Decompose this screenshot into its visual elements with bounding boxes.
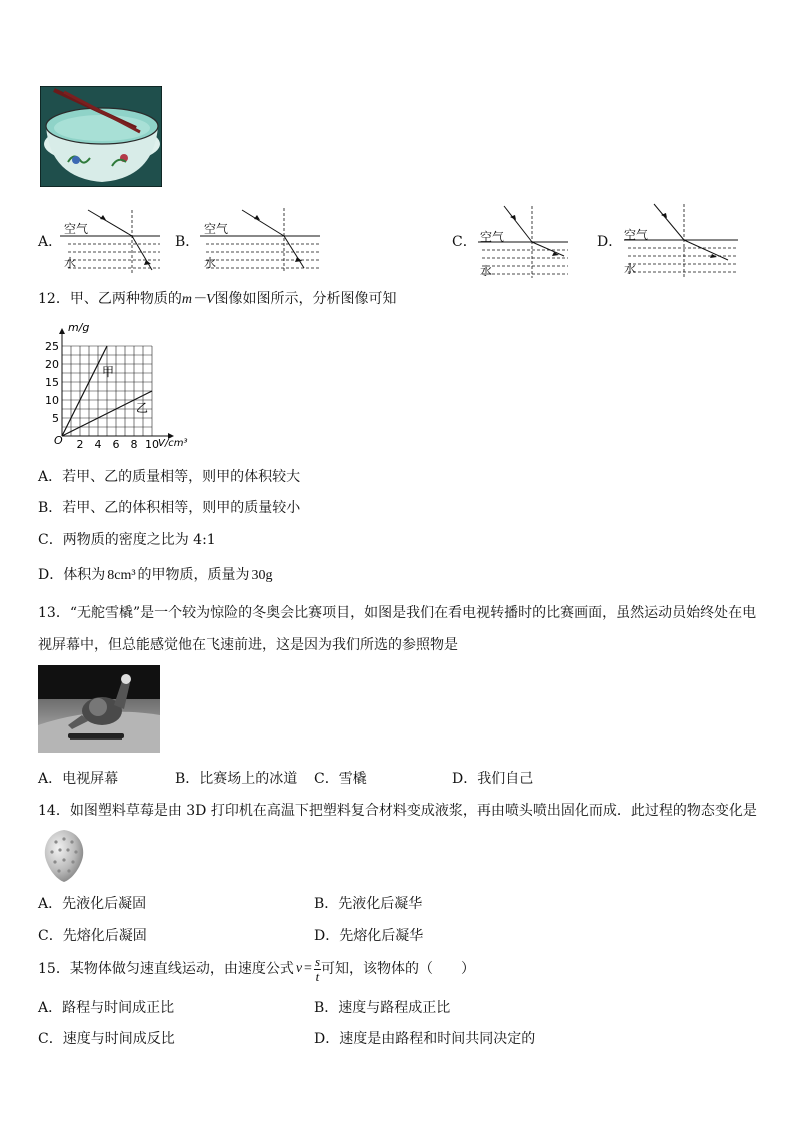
q11-option-d-letter[interactable]: D．	[597, 234, 623, 250]
y-axis-arrow	[59, 328, 65, 334]
y-tick-label: 10	[45, 394, 59, 407]
formula-numerator: s	[314, 953, 321, 969]
q11-option-d-air-label: 空气	[624, 228, 649, 242]
q12-option-d[interactable]	[38, 566, 273, 585]
q15-option-d[interactable]: D．速度是由路程和时间共同决定的	[314, 1031, 536, 1047]
y-tick-label: 15	[45, 376, 59, 389]
q15-stem	[38, 952, 475, 986]
x-tick-label: 2	[76, 438, 84, 451]
q15-option-b[interactable]: B．速度与路程成正比	[314, 1000, 451, 1016]
q13-option-b[interactable]: B．比赛场上的冰道	[175, 771, 298, 787]
series-jia-label: 甲	[102, 365, 115, 379]
skeleton-sled-photo	[38, 665, 160, 753]
chart-grid	[62, 346, 152, 436]
x-tick-label: 6	[112, 438, 120, 451]
q12-stem-suffix: 图像如图所示，分析图像可知	[214, 291, 397, 307]
plastic-strawberry-photo	[40, 826, 88, 884]
q12-stem	[38, 290, 397, 309]
speed-formula-fraction	[314, 955, 321, 984]
q13-stem-line1: 13．“无舵雪橇”是一个较为惊险的冬奥会比赛项目，如图是我们在看电视转播时的比赛画面，虽然运动员始终处在电	[38, 605, 757, 621]
q11-option-b-air-label: 空气	[204, 222, 229, 236]
q15-option-c[interactable]: C．速度与时间成反比	[38, 1031, 175, 1047]
q14-option-c[interactable]: C．先熔化后凝固	[38, 928, 147, 944]
y-tick-label: 5	[52, 412, 59, 425]
q12-option-d-prefix: D．体积为	[38, 567, 106, 583]
q13-option-c[interactable]: C．雪橇	[314, 771, 367, 787]
y-tick-label: 25	[45, 340, 59, 353]
chart-x-axis-label: V/cm³	[158, 438, 188, 449]
q11-option-c-letter[interactable]: C．	[452, 234, 477, 250]
q12-option-d-volume: 8cm³	[107, 568, 136, 583]
q11-option-a-air-label: 空气	[64, 222, 89, 236]
q11-option-a-letter[interactable]: A．	[38, 234, 63, 250]
q11-option-b-water-label: 水	[204, 256, 217, 270]
q12-m-v-chart	[40, 318, 200, 460]
q14-stem: 14．如图塑料草莓是由 3D 打印机在高温下把塑料复合材料变成液浆，再由喷头喷出固化而成．此过程的物态变化是	[38, 803, 757, 819]
chart-origin-label: O	[54, 434, 63, 447]
x-tick-label: 8	[130, 438, 138, 451]
q12-stem-prefix: 12．甲、乙两种物质的	[38, 291, 182, 307]
x-tick-label: 10	[145, 438, 159, 451]
q11-option-c-air-label: 空气	[480, 230, 505, 244]
q12-option-b[interactable]: B．若甲、乙的体积相等，则甲的质量较小	[38, 500, 301, 516]
q11-option-d-water-label: 水	[624, 262, 637, 276]
series-yi-label: 乙	[136, 401, 149, 415]
q14-option-a[interactable]: A．先液化后凝固	[38, 896, 147, 912]
q12-option-d-suffix: 的甲物质，质量为	[137, 567, 250, 583]
formula-denominator: t	[315, 968, 320, 984]
m-v-chart-svg	[40, 318, 200, 460]
q15-option-a[interactable]: A．路程与时间成正比	[38, 1000, 175, 1016]
q12-option-a[interactable]: A．若甲、乙的质量相等，则甲的体积较大	[38, 469, 301, 485]
q12-option-c[interactable]: C．两物质的密度之比为 4:1	[38, 532, 216, 548]
q11-option-c-water-label: 水	[480, 264, 493, 278]
q12-stem-var: m－V	[181, 292, 215, 307]
y-tick-label: 20	[45, 358, 59, 371]
bowl-chopsticks-photo	[40, 86, 162, 187]
q11-option-a-water-label: 水	[64, 256, 77, 270]
q13-stem-line2: 视屏幕中，但总能感觉他在飞速前进，这是因为我们所选的参照物是	[38, 637, 458, 653]
x-tick-label: 4	[94, 438, 102, 451]
q12-option-d-mass: 30g	[251, 568, 273, 583]
formula-lhs: v	[295, 961, 303, 976]
q13-option-d[interactable]: D．我们自己	[452, 771, 534, 787]
q15-stem-prefix: 15．某物体做匀速直线运动，由速度公式	[38, 961, 294, 977]
q15-stem-suffix: 可知，该物体的（ ）	[321, 961, 476, 977]
q11-option-b-letter[interactable]: B．	[175, 234, 200, 250]
chart-axes	[59, 328, 174, 439]
chart-y-axis-label: m/g	[68, 321, 90, 334]
q13-option-a[interactable]: A．电视屏幕	[38, 771, 119, 787]
q14-option-d[interactable]: D．先熔化后凝华	[314, 928, 424, 944]
formula-equals: =	[304, 961, 312, 976]
q14-option-b[interactable]: B．先液化后凝华	[314, 896, 423, 912]
